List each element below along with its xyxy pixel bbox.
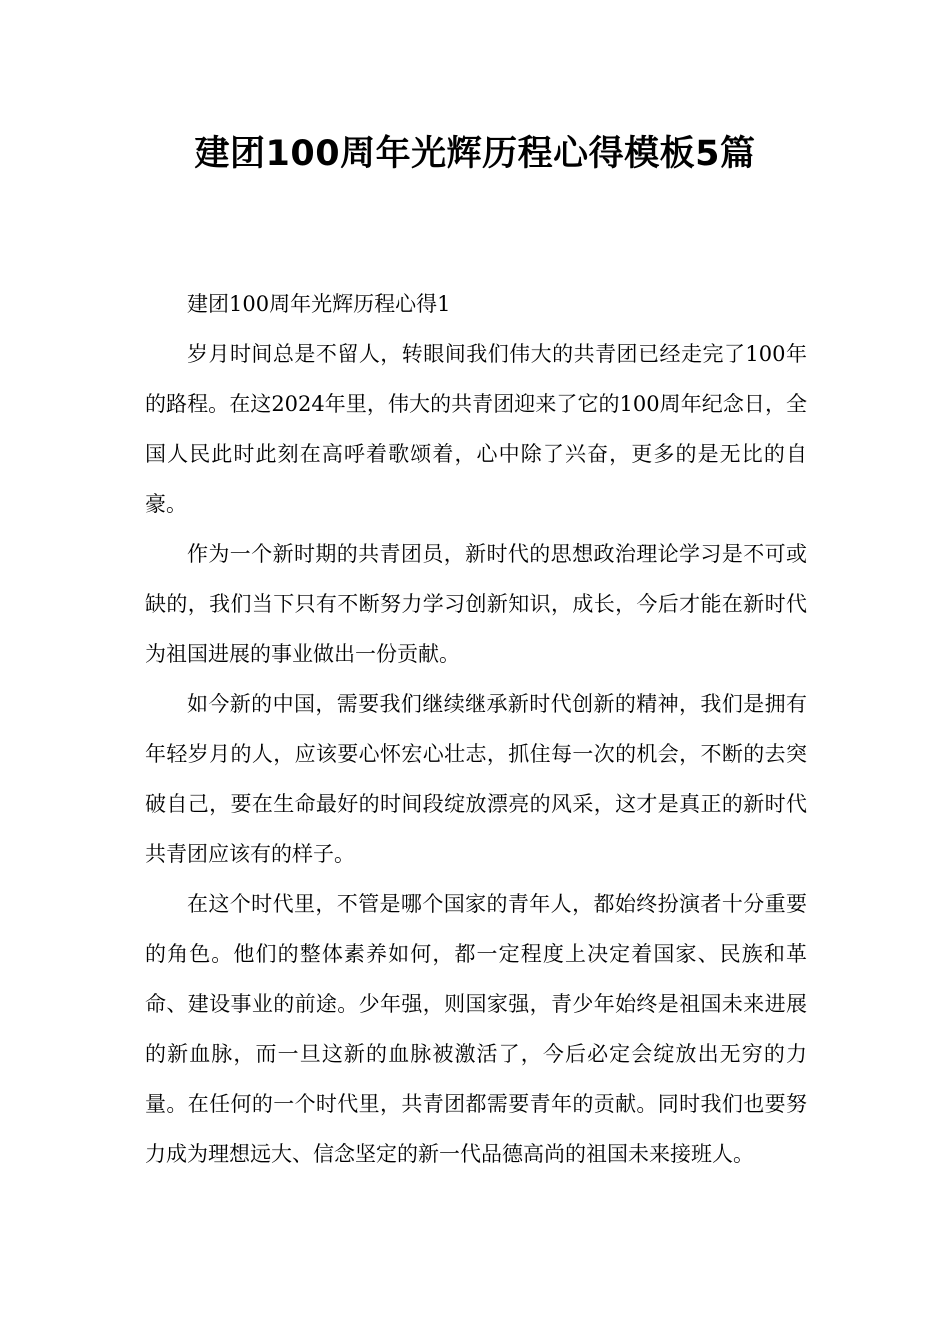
document-body <box>145 279 807 1179</box>
section-heading: 建团100周年光辉历程心得1 <box>187 292 451 316</box>
paragraph: 作为一个新时期的共青团员，新时代的思想政治理论学习是不可或缺的，我们当下只有不断努力学习创新知识，成长，今后才能在新时代为祖国进展的事业做出一份贡献。 <box>145 542 807 666</box>
paragraph: 在这个时代里，不管是哪个国家的青年人，都始终扮演者十分重要的角色。他们的整体素养如何，都一定程度上决定着国家、民族和革命、建设事业的前途。少年强，则国家强，青少年始终是祖国未来进展的新血脉，而一旦这新的血脉被激活了，今后必定会绽放出无穷的力量。在任何的一个时代里，共青团都需要青年的贡献。同时我们也要努力成为理想远大、信念坚定的新一代品德高尚的祖国未来接班人。 <box>145 892 807 1166</box>
paragraph: 岁月时间总是不留人，转眼间我们伟大的共青团已经走完了100年的路程。在这2024年里，伟大的共青团迎来了它的100周年纪念日，全国人民此时此刻在高呼着歌颂着，心中除了兴奋，更多的是无比的自豪。 <box>145 342 807 516</box>
document-title: 建团100周年光辉历程心得模板5篇 <box>194 134 756 174</box>
paragraph: 如今新的中国，需要我们继续继承新时代创新的精神，我们是拥有年轻岁月的人，应该要心怀宏心壮志，抓住每一次的机会，不断的去突破自己，要在生命最好的时间段绽放漂亮的风采，这才是真正的新时代共青团应该有的样子。 <box>145 692 807 866</box>
